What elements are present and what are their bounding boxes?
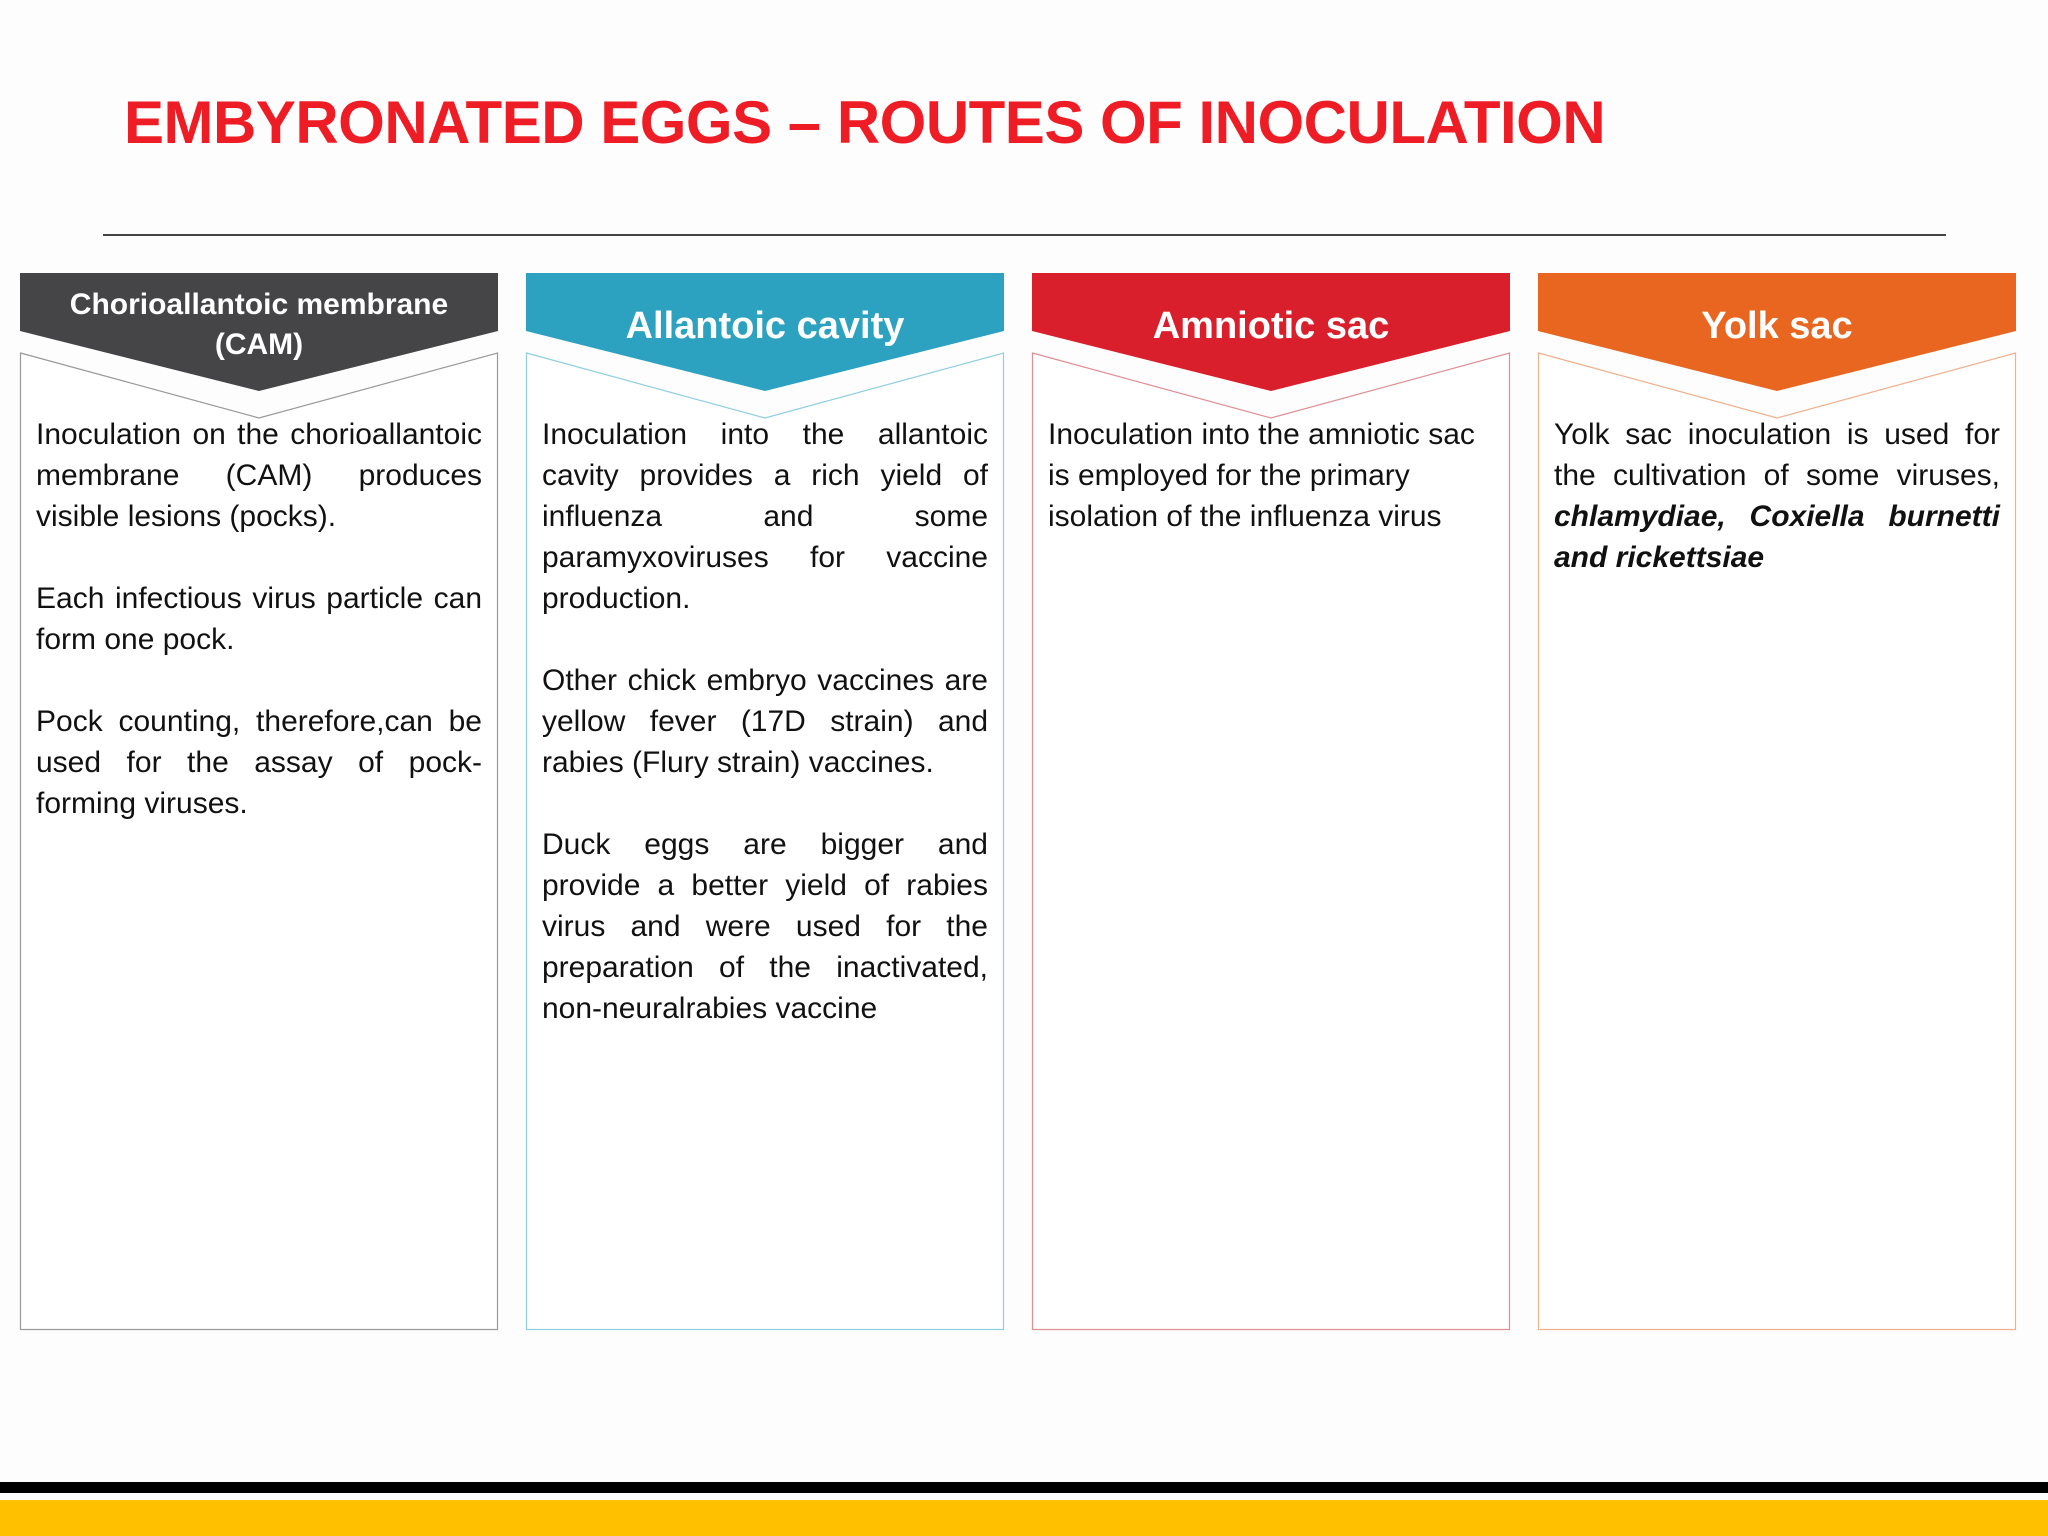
amniotic-paragraph: Inoculation into the amniotic sac is employed for the primary isolation of the influenza virus [1048,418,1475,533]
column-yolk-header: Yolk sac [1701,304,1853,347]
allantoic-paragraph: Other chick embryo vaccines are yellow fever (17D strain) and rabies (Flury strain) vaccines. [542,664,988,779]
column-allantoic-header: Allantoic cavity [625,304,905,347]
allantoic-paragraph: Duck eggs are bigger and provide a better yield of rabies virus and were used for the preparation of the inactivated, non-neuralrabies vaccine [542,828,988,1025]
column-amniotic-header: Amniotic sac [1152,304,1390,347]
yolk-paragraph [1554,414,2000,578]
yolk-text-emphasis: chlamydiae, Coxiella burnetti and rickettsiae [1554,500,2000,574]
cam-paragraph: Inoculation on the chorioallantoic membrane (CAM) produces visible lesions (pocks). [36,418,482,533]
cam-paragraph: Each infectious virus particle can form one pock. [36,582,482,656]
yolk-text-plain: Yolk sac inoculation is used for the cultivation of some viruses, [1554,418,2000,492]
column-amniotic-body [1048,414,1494,578]
cam-paragraph: Pock counting, therefore,can be used for the assay of pock-forming viruses. [36,705,482,820]
column-allantoic-body [542,414,988,1070]
footer-bar-yellow [0,1500,2048,1536]
column-cam-body [36,414,482,865]
footer-bar-black [0,1482,2048,1493]
title-divider [103,234,1946,236]
column-cam-header: Chorioallantoic membrane (CAM) [69,288,449,361]
column-yolk-body [1554,414,2000,619]
slide-title: EMBYRONATED EGGS – ROUTES OF INOCULATION [124,89,1606,156]
allantoic-paragraph: Inoculation into the allantoic cavity provides a rich yield of influenza and some paramyxoviruses for vaccine production. [542,418,988,615]
